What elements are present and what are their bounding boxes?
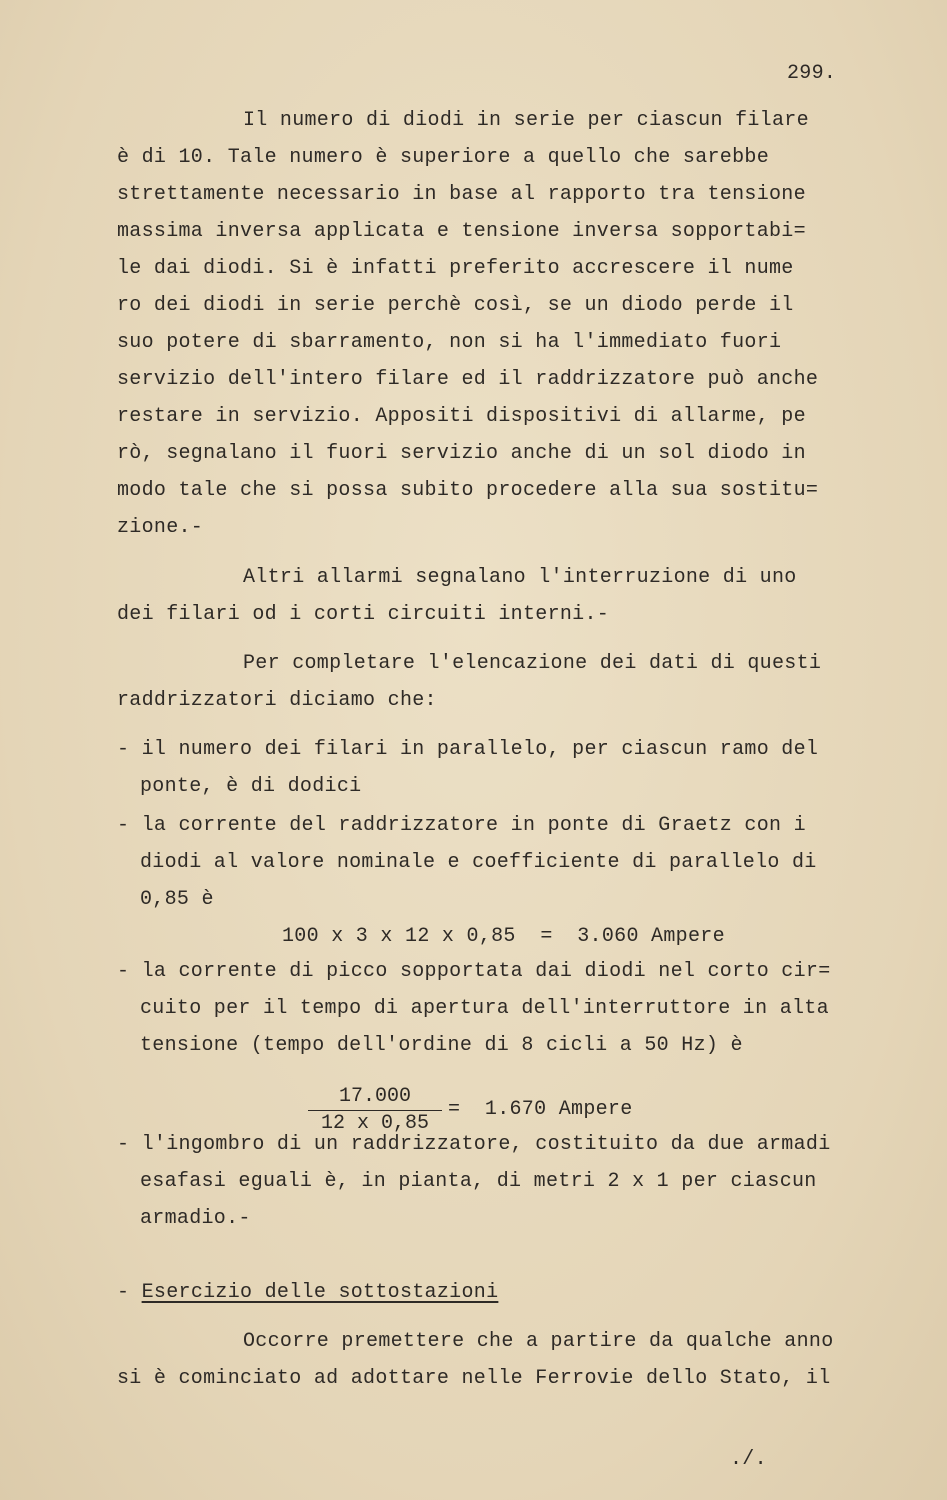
section-heading <box>117 1281 498 1305</box>
paragraph1-line: massima inversa applicata e tensione inversa sopportabi= <box>117 220 806 243</box>
paragraph1-line: suo potere di sbarramento, non si ha l'immediato fuori <box>117 331 782 354</box>
section-heading-text: Esercizio delle sottostazioni <box>141 1281 499 1304</box>
paragraph1-line: Il numero di diodi in serie per ciascun filare <box>243 109 809 132</box>
paragraph3-line: raddrizzatori diciamo che: <box>117 689 437 712</box>
fraction-denominator: 12 x 0,85 <box>320 1112 430 1135</box>
list-item-line: - l'ingombro di un raddrizzatore, costituito da due armadi <box>117 1133 831 1156</box>
paragraph4-line: Occorre premettere che a partire da qualche anno <box>243 1330 834 1353</box>
list-item-line: armadio.- <box>140 1207 251 1230</box>
formula-peak-fraction <box>300 1085 450 1136</box>
fraction-numerator: 17.000 <box>338 1085 411 1108</box>
paragraph1-line: strettamente necessario in base al rapporto tra tensione <box>117 183 806 206</box>
list-item-line: 0,85 è <box>140 888 214 911</box>
list-item-line: diodi al valore nominale e coefficiente di parallelo di <box>140 851 817 874</box>
list-item-line: - la corrente del raddrizzatore in ponte di Graetz con i <box>117 814 806 837</box>
list-item-line: ponte, è di dodici <box>140 775 362 798</box>
list-item-line: tensione (tempo dell'ordine di 8 cicli a 50 Hz) è <box>140 1034 743 1057</box>
paragraph3-line: Per completare l'elencazione dei dati di questi <box>243 652 822 675</box>
paragraph1-line: restare in servizio. Appositi dispositivi di allarme, pe <box>117 405 806 428</box>
paragraph2-line: dei filari od i corti circuiti interni.- <box>117 603 610 626</box>
formula-current: 100 x 3 x 12 x 0,85 = 3.060 Ampere <box>282 925 725 948</box>
list-item-line: - il numero dei filari in parallelo, per ciascun ramo del <box>117 738 819 761</box>
paragraph1-line: le dai diodi. Si è infatti preferito accrescere il nume <box>117 257 794 280</box>
paragraph4-line: si è cominciato ad adottare nelle Ferrovie dello Stato, il <box>117 1367 831 1390</box>
paragraph2-line: Altri allarmi segnalano l'interruzione di uno <box>243 566 797 589</box>
section-heading-dash: - <box>117 1281 142 1304</box>
paragraph1-line: ro dei diodi in serie perchè così, se un diodo perde il <box>117 294 794 317</box>
paragraph1-line: servizio dell'intero filare ed il raddrizzatore può anche <box>117 368 819 391</box>
continuation-mark: ./. <box>730 1448 767 1471</box>
formula-peak-result: = 1.670 Ampere <box>448 1098 633 1121</box>
page-number: 299. <box>787 62 837 85</box>
paragraph1-line: modo tale che si possa subito procedere alla sua sostitu= <box>117 479 819 502</box>
paragraph1-line: zione.- <box>117 516 204 539</box>
paragraph1-line: rò, segnalano il fuori servizio anche di un sol diodo in <box>117 442 806 465</box>
list-item-line: esafasi eguali è, in pianta, di metri 2 x 1 per ciascun <box>140 1170 817 1193</box>
fraction-bar <box>308 1110 442 1111</box>
list-item-line: - la corrente di picco sopportata dai diodi nel corto cir= <box>117 960 831 983</box>
list-item-line: cuito per il tempo di apertura dell'interruttore in alta <box>140 997 829 1020</box>
paragraph1-line: è di 10. Tale numero è superiore a quello che sarebbe <box>117 146 770 169</box>
